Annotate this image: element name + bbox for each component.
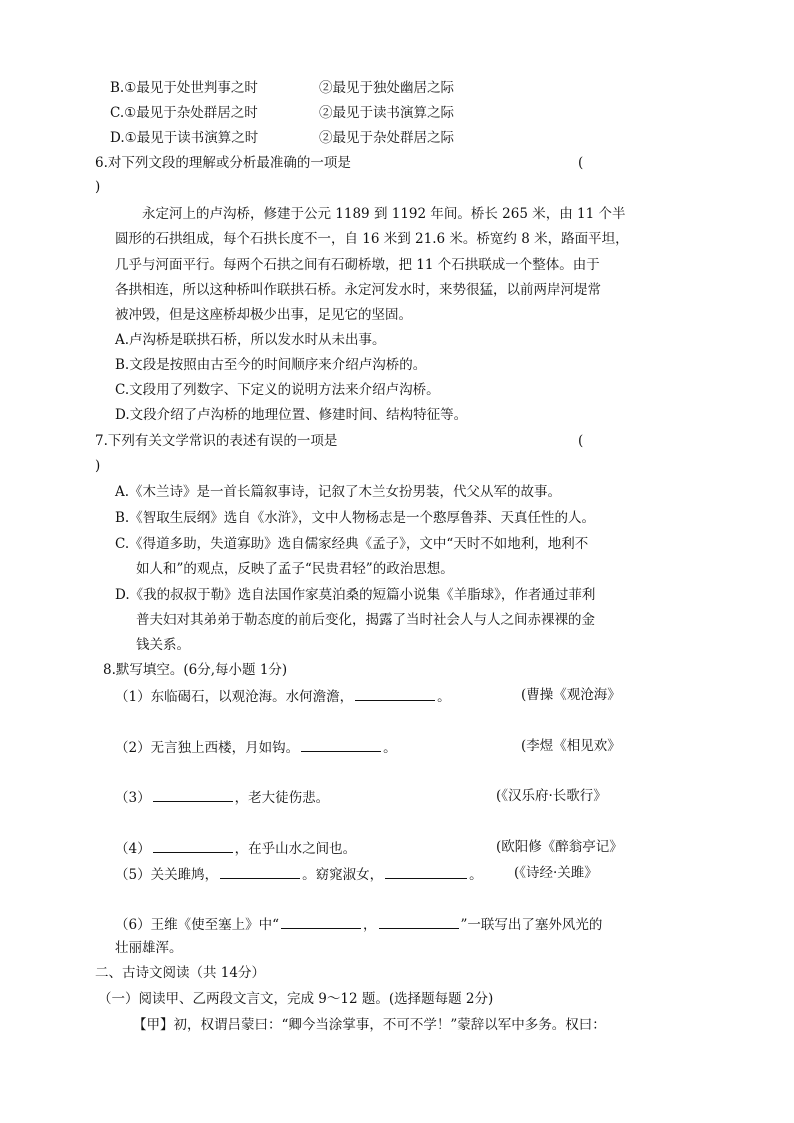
q6-option-b: B.文段是按照由古至今的时间顺序来介绍卢沟桥的。 (115, 357, 427, 373)
q8-item-1-post: 。 (437, 689, 451, 705)
q6-paren-open: ( (578, 155, 584, 171)
q8-item-3-post: ，老大徒伤悲。 (234, 790, 330, 806)
q8-item-3 (115, 787, 329, 807)
q6-option-c: C.文段用了列数字、下定义的说明方法来介绍卢沟桥。 (115, 382, 440, 398)
q8-item-5-blank-2[interactable] (385, 864, 467, 879)
q7-paren-close: ) (95, 458, 101, 474)
q8-item-2-post: 。 (383, 740, 397, 756)
q5-option-d-part1: D.①最见于读书演算之时 (110, 130, 259, 146)
q5-option-b (110, 79, 258, 97)
q8-item-2-source: (李煜《相见欢》 (521, 738, 621, 754)
q8-item-2 (115, 737, 397, 757)
q8-item-1 (115, 686, 451, 706)
q7-option-c-line: 如人和”的观点，反映了孟子“民贵君轻”的政治思想。 (136, 561, 454, 577)
q8-item-6-mid: ， (363, 917, 377, 933)
q7-option-a: A.《木兰诗》是一首长篇叙事诗，记叙了木兰女扮男装，代父从军的故事。 (115, 484, 562, 500)
section-2-subtitle: （一）阅读甲、乙两段文言文，完成 9～12 题。(选择题每题 2分) (98, 991, 494, 1007)
q7-stem: 7.下列有关文学常识的表述有误的一项是 (95, 433, 338, 449)
q5-option-c-part2: ②最见于读书演算之际 (319, 105, 454, 121)
q5-option-d (110, 129, 258, 147)
q8-item-3-pre: （3） (115, 790, 151, 806)
q8-item-6 (115, 914, 602, 934)
q8-item-5-post: 。 (469, 867, 483, 883)
q6-paren-close: ) (95, 179, 101, 195)
q5-option-c-part1: C.①最见于杂处群居之时 (110, 105, 258, 121)
q6-stem: 6.对下列文段的理解或分析最准确的一项是 (95, 155, 351, 171)
passage-jia: 【甲】初，权谓吕蒙曰：“卿今当涂掌事，不可不学！”蒙辞以军中多务。权曰： (133, 1017, 606, 1033)
q8-item-5 (115, 864, 483, 884)
q8-item-4-pre: （4） (115, 841, 151, 857)
q8-title: 8.默写填空。(6分,每小题 1分) (103, 662, 288, 678)
q8-item-6-blank-1[interactable] (281, 914, 361, 929)
q5-option-b-part2: ②最见于独处幽居之际 (319, 80, 454, 96)
q7-option-c-line: C.《得道多助，失道寡助》选自儒家经典《孟子》，文中“天时不如地利，地利不 (115, 536, 589, 552)
q8-item-6-pre: （6）王维《使至塞上》中“ (115, 917, 279, 933)
q7-option-d-line: 普夫妇对其弟弟于勒态度的前后变化，揭露了当时社会人与人之间赤裸裸的金 (136, 612, 595, 628)
q8-item-5-mid: 。窈窕淑女， (302, 867, 384, 883)
q8-item-6-line2: 壮丽雄浑。 (115, 940, 183, 956)
q5-option-b-part1: B.①最见于处世判事之时 (110, 80, 258, 96)
q7-option-d-line: 钱关系。 (136, 637, 190, 653)
q8-item-4-blank[interactable] (153, 838, 233, 853)
q6-option-a: A.卢沟桥是联拱石桥，所以发水时从未出事。 (115, 332, 386, 348)
q6-passage-line: 永定河上的卢沟桥，修建于公元 1189 到 1192 年间。桥长 265 米，由 11 个半 (142, 206, 626, 222)
q6-passage-line: 几乎与河面平行。每两个石拱之间有石砌桥墩，把 11 个石拱联成一个整体。由于 (115, 257, 600, 273)
q7-option-b: B.《智取生辰纲》选自《水浒》，文中人物杨志是一个憨厚鲁莽、天真任性的人。 (115, 510, 595, 526)
q8-item-2-pre: （2）无言独上西楼，月如钩。 (115, 740, 300, 756)
q6-passage-line: 圆形的石拱组成，每个石拱长度不一，自 16 米到 21.6 米。桥宽约 8 米，路面平坦， (115, 231, 629, 247)
q5-option-d-part2: ②最见于杂处群居之际 (319, 130, 454, 146)
q6-passage-line: 各拱相连，所以这种桥叫作联拱石桥。永定河发水时，来势很猛，以前两岸河堤常 (115, 282, 601, 298)
q8-item-6-post: ”一联写出了塞外风光的 (460, 917, 603, 933)
q8-item-3-source: (《汉乐府·长歌行》 (496, 788, 607, 804)
q5-option-c (110, 104, 258, 122)
q8-item-5-blank-1[interactable] (220, 864, 300, 879)
q8-item-4-post: ，在乎山水之间也。 (234, 841, 357, 857)
q8-item-6-blank-2[interactable] (379, 914, 459, 929)
q8-item-1-blank[interactable] (355, 686, 435, 701)
q7-paren-open: ( (578, 433, 584, 449)
q8-item-4-source: (欧阳修《醉翁亭记》 (496, 839, 623, 855)
q6-passage-line: 被冲毁，但是这座桥却极少出事，足见它的坚固。 (115, 307, 412, 323)
q6-option-d: D.文段介绍了卢沟桥的地理位置、修建时间、结构特征等。 (115, 407, 468, 423)
q8-item-5-pre: （5）关关雎鸠， (115, 867, 219, 883)
q7-option-d-line: D.《我的叔叔于勒》选自法国作家莫泊桑的短篇小说集《羊脂球》，作者通过菲利 (115, 587, 596, 603)
section-2-title: 二、古诗文阅读（共 14分） (95, 965, 265, 981)
q8-item-4 (115, 838, 356, 858)
q8-item-3-blank[interactable] (153, 787, 233, 802)
q8-item-2-blank[interactable] (301, 737, 381, 752)
q8-item-1-source: (曹操《观沧海》 (521, 687, 621, 703)
q8-item-1-pre: （1）东临碣石，以观沧海。水何澹澹， (115, 689, 354, 705)
q8-item-5-source: (《诗经·关雎》 (514, 865, 598, 881)
